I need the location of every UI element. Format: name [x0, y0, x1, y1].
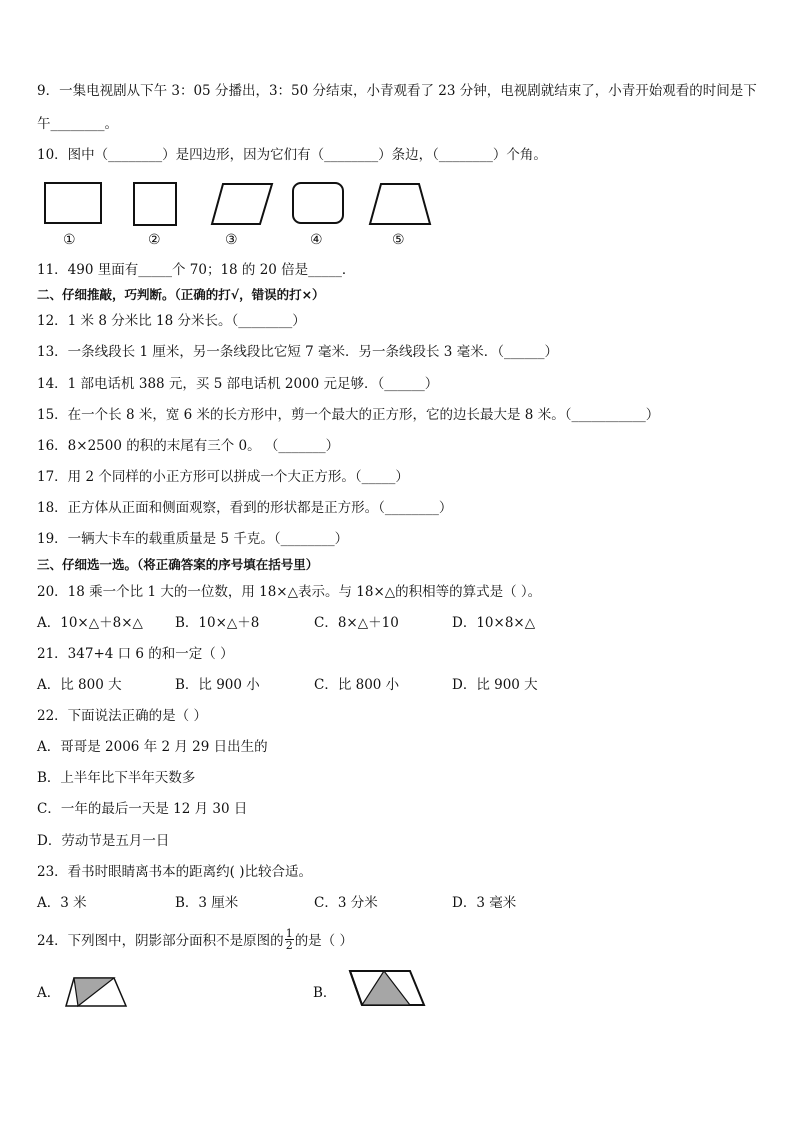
shape-label-1: ① — [63, 232, 76, 248]
q20-options — [37, 614, 757, 632]
q21-option-c[interactable]: C．比 800 小 — [314, 677, 400, 693]
q24-fraction — [285, 928, 294, 951]
q14: 14．1 部电话机 388 元，买 5 部电话机 2000 元足够．（______） — [37, 376, 439, 392]
section-2-heading: 二、仔细推敲，巧判断。（正确的打√，错误的打×） — [37, 287, 325, 302]
q21-option-d[interactable]: D．比 900 大 — [452, 677, 538, 693]
q23-option-a[interactable]: A．3 米 — [37, 895, 87, 911]
q23-option-b[interactable]: B．3 厘米 — [175, 895, 239, 911]
shape-label-2: ② — [148, 232, 161, 248]
q13: 13．一条线段长 1 厘米，另一条线段比它短 7 毫米．另一条线段长 3 毫米．（______） — [37, 344, 558, 360]
q22: 22．下面说法正确的是（ ） — [37, 708, 207, 724]
q23-options — [37, 894, 757, 912]
q20-option-a[interactable]: A．10×△＋8×△ — [37, 615, 143, 631]
q24-option-a[interactable]: A． — [37, 985, 61, 1001]
q9-line2: 午________。 — [37, 116, 118, 132]
q19: 19．一辆大卡车的载重质量是 5 千克。（________） — [37, 531, 349, 547]
q20: 20．18 乘一个比 1 大的一位数，用 18×△表示。与 18×△的积相等的算式是（ ）。 — [37, 584, 542, 600]
shape-trapezoid — [369, 183, 431, 225]
q9-line1: 9．一集电视剧从下午 3：05 分播出，3：50 分结束，小青观看了 23 分钟，电视剧就结束了，小青开始观看的时间是下 — [37, 83, 757, 99]
q23-option-c[interactable]: C．3 分米 — [314, 895, 378, 911]
q24-figure-a — [64, 975, 128, 1009]
q22-option-c[interactable]: C．一年的最后一天是 12 月 30 日 — [37, 801, 248, 817]
fraction-numerator: 1 — [285, 927, 293, 940]
shape-parallelogram — [211, 183, 273, 225]
q20-option-b[interactable]: B．10×△＋8 — [175, 615, 260, 631]
q21: 21．347+4 口 6 的和一定（ ） — [37, 646, 234, 662]
q22-option-b[interactable]: B．上半年比下半年天数多 — [37, 770, 196, 786]
q23: 23．看书时眼睛离书本的距离约( )比较合适。 — [37, 864, 313, 880]
q20-option-d[interactable]: D．10×8×△ — [452, 615, 536, 631]
shape-label-4: ④ — [310, 232, 323, 248]
q24 — [37, 927, 353, 953]
q21-option-b[interactable]: B．比 900 小 — [175, 677, 260, 693]
q24-text-post: 的是（ ） — [294, 933, 353, 949]
q11: 11．490 里面有_____个 70；18 的 20 倍是_____． — [37, 262, 356, 278]
q20-option-c[interactable]: C．8×△＋10 — [314, 615, 399, 631]
q24-figure-b — [346, 968, 428, 1008]
q10: 10．图中（________）是四边形，因为它们有（________）条边，（________）个角。 — [37, 147, 547, 163]
fraction-denominator: 2 — [285, 939, 293, 952]
q22-option-d[interactable]: D．劳动节是五月一日 — [37, 833, 170, 849]
q21-option-a[interactable]: A．比 800 大 — [37, 677, 122, 693]
section-3-heading: 三、仔细选一选。（将正确答案的序号填在括号里） — [37, 557, 319, 572]
q24-option-b[interactable]: B． — [313, 985, 337, 1001]
q22-option-a[interactable]: A．哥哥是 2006 年 2 月 29 日出生的 — [37, 739, 268, 755]
q23-option-d[interactable]: D．3 毫米 — [452, 895, 517, 911]
q18: 18．正方体从正面和侧面观察，看到的形状都是正方形。（________） — [37, 500, 453, 516]
shape-label-3: ③ — [225, 232, 238, 248]
q21-options — [37, 676, 757, 694]
q15: 15．在一个长 8 米，宽 6 米的长方形中，剪一个最大的正方形，它的边长最大是 8 米。（___________） — [37, 407, 660, 423]
q17: 17．用 2 个同样的小正方形可以拼成一个大正方形。（_____） — [37, 469, 409, 485]
shape-rounded-square — [292, 182, 344, 224]
q24-text-pre: 24．下列图中，阴影部分面积不是原图的 — [37, 933, 284, 949]
q12: 12．1 米 8 分米比 18 分米长。（________） — [37, 313, 306, 329]
shape-square — [133, 182, 177, 226]
shape-label-5: ⑤ — [392, 232, 405, 248]
shape-rectangle — [44, 182, 102, 224]
q16: 16．8×2500 的积的末尾有三个 0。 （_______） — [37, 438, 340, 454]
